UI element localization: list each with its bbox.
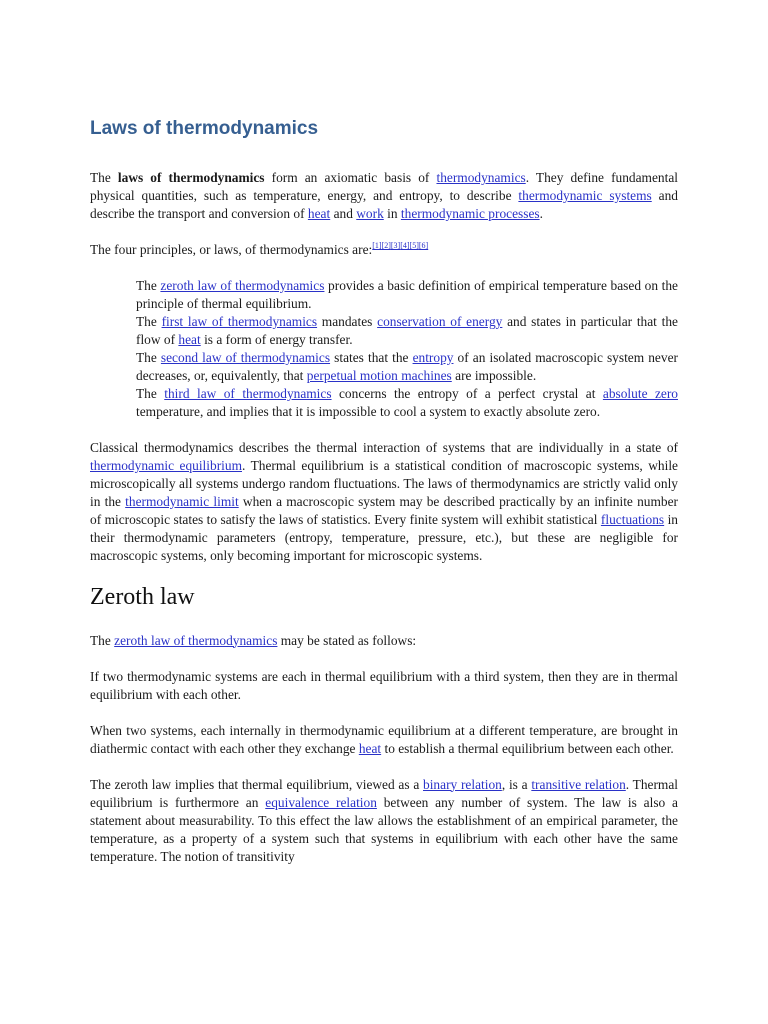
link-equivalence-relation[interactable]: equivalence relation bbox=[265, 794, 377, 810]
link-heat[interactable]: heat bbox=[178, 331, 201, 347]
list-item-zeroth-law: The zeroth law of thermodynamics provides a basic definition of empirical temperature based on the principle of thermal equilibrium. bbox=[136, 277, 678, 311]
classical-paragraph: Classical thermodynamics describes the thermal interaction of systems that are individually in a state of thermodynamic equilibrium. Thermal equilibrium is a statistical condition of macroscopic systems, while microscopically all systems undergo random fluctuations. The laws of thermodynamics are strictly valid only in the thermodynamic limit when a macroscopic system may be described practically by an infinite number of microscopic states to satisfy the laws of statistics. Every finite system will exhibit statistical fluctuations in their thermodynamic parameters (entropy, temperature, pressure, etc.), but these are negligible for macroscopic systems, only becoming important for microscopic systems. bbox=[90, 439, 678, 563]
link-zeroth-law[interactable]: zeroth law of thermodynamics bbox=[114, 632, 278, 648]
reference-link[interactable]: [5] bbox=[409, 240, 419, 250]
transitivity-paragraph: The zeroth law implies that thermal equilibrium, viewed as a binary relation, is a transitive relation. Thermal equilibrium is furthermore an equivalence relation between any number of system. The law is also a statement about measurability. To this effect the law allows the establishment of an empirical parameter, the temperature, as a property of a system such that systems in equilibrium with each other have the same temperature. The notion of transitivity bbox=[90, 776, 678, 864]
reference-list bbox=[372, 241, 428, 250]
reference-link[interactable]: [4] bbox=[400, 240, 410, 250]
link-thermodynamics[interactable]: thermodynamics bbox=[436, 169, 526, 185]
page-title: Laws of thermodynamics bbox=[90, 118, 319, 139]
link-binary-relation[interactable]: binary relation bbox=[423, 776, 502, 792]
link-second-law[interactable]: second law of thermodynamics bbox=[160, 349, 331, 365]
zeroth-statement-paragraph: If two thermodynamic systems are each in thermal equilibrium with a third system, then they are in thermal equilibrium with each other. bbox=[90, 668, 678, 702]
reference-link[interactable]: [3] bbox=[390, 240, 401, 250]
list-item-second-law: The second law of thermodynamics states that the entropy of an isolated macroscopic system never decreases, or, equivalently, that perpetual motion machines are impossible. bbox=[136, 349, 678, 383]
zeroth-intro-paragraph: The zeroth law of thermodynamics may be stated as follows: bbox=[90, 632, 417, 648]
link-heat[interactable]: heat bbox=[307, 205, 331, 221]
link-first-law[interactable]: first law of thermodynamics bbox=[161, 313, 318, 329]
link-heat[interactable]: heat bbox=[358, 740, 382, 756]
reference-link[interactable]: [2] bbox=[381, 240, 391, 250]
link-thermodynamic-limit[interactable]: thermodynamic limit bbox=[125, 493, 239, 509]
link-zeroth-law[interactable]: zeroth law of thermodynamics bbox=[160, 277, 325, 293]
intro-paragraph: The laws of thermodynamics form an axiomatic basis of thermodynamics. They define fundamental physical quantities, such as temperature, energy, and entropy, to describe thermodynamic systems and describe the transport and conversion of heat and work in thermodynamic processes. bbox=[90, 169, 678, 221]
laws-list bbox=[136, 277, 678, 421]
reference-link[interactable]: [1] bbox=[372, 240, 382, 250]
link-work[interactable]: work bbox=[356, 205, 384, 221]
link-thermodynamic-processes[interactable]: thermodynamic processes bbox=[400, 205, 540, 221]
link-thermodynamic-systems[interactable]: thermodynamic systems bbox=[518, 187, 652, 203]
link-perpetual-motion-machines[interactable]: perpetual motion machines bbox=[306, 367, 452, 383]
bold-term: laws of thermodynamics bbox=[117, 169, 265, 185]
principles-paragraph: The four principles, or laws, of thermodynamics are:[1][2][3][4][5][6] bbox=[90, 240, 429, 257]
list-item-third-law: The third law of thermodynamics concerns the entropy of a perfect crystal at absolute zero temperature, and implies that it is impossible to cool a system to exactly absolute zero. bbox=[136, 385, 678, 419]
link-absolute-zero[interactable]: absolute zero bbox=[602, 385, 678, 401]
link-conservation-of-energy[interactable]: conservation of energy bbox=[377, 313, 503, 329]
link-fluctuations[interactable]: fluctuations bbox=[600, 511, 665, 527]
list-item-first-law: The first law of thermodynamics mandates conservation of energy and states in particular that the flow of heat is a form of energy transfer. bbox=[136, 313, 679, 347]
diathermic-contact-paragraph: When two systems, each internally in thermodynamic equilibrium at a different temperature, are brought in diathermic contact with each other they exchange heat to establish a thermal equilibrium between each other. bbox=[90, 722, 678, 756]
link-third-law[interactable]: third law of thermodynamics bbox=[164, 385, 332, 401]
link-transitive-relation[interactable]: transitive relation bbox=[531, 776, 626, 792]
link-thermodynamic-equilibrium[interactable]: thermodynamic equilibrium bbox=[90, 457, 242, 473]
section-heading-zeroth-law: Zeroth law bbox=[90, 583, 195, 610]
document-content bbox=[90, 118, 678, 884]
link-entropy[interactable]: entropy bbox=[412, 349, 454, 365]
reference-link[interactable]: [6] bbox=[418, 240, 429, 250]
